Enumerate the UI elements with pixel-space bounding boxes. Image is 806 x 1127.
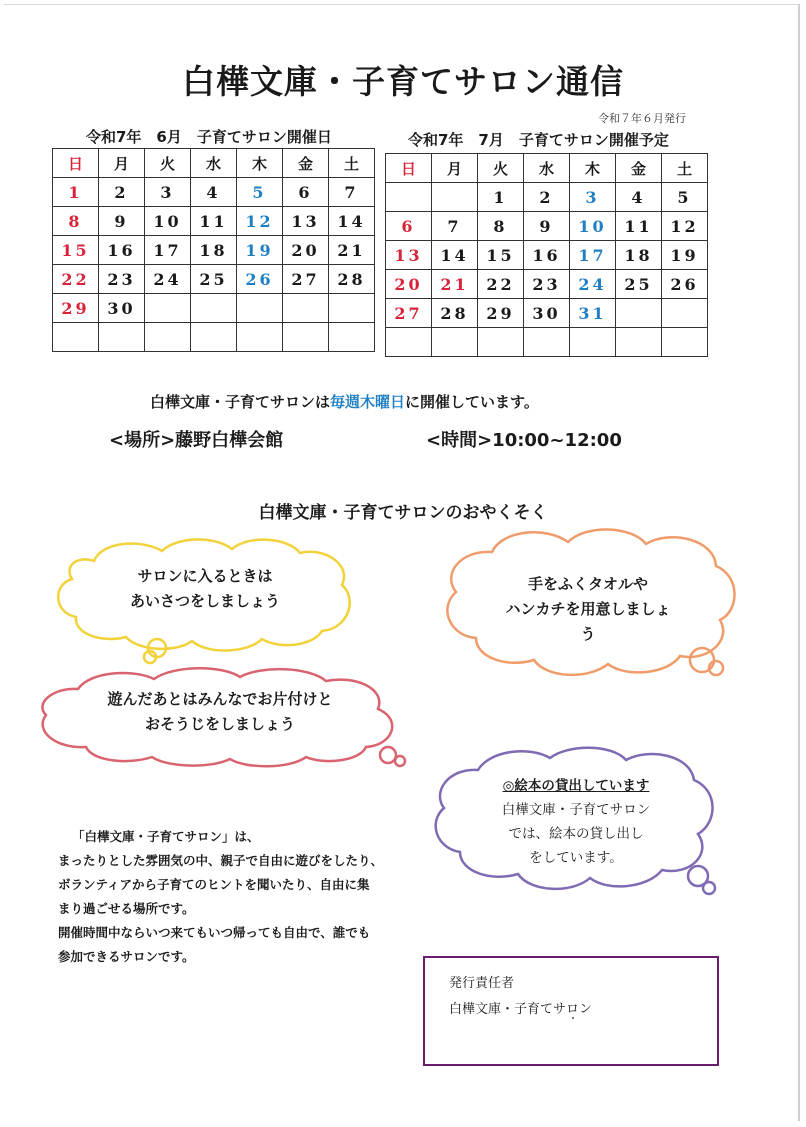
weekday-header-row bbox=[386, 154, 708, 183]
weekday-cell: 月 bbox=[99, 149, 145, 178]
weekday-cell: 土 bbox=[329, 149, 375, 178]
calendar-day-cell bbox=[386, 183, 432, 212]
calendar-week-row bbox=[53, 236, 375, 265]
weekday-cell: 火 bbox=[478, 154, 524, 183]
description-line-3: ボランティアから子育てのヒントを聞いたり、自由に集 bbox=[58, 877, 370, 892]
calendar-day-cell: 12 bbox=[662, 212, 708, 241]
calendar-day-cell: 5 bbox=[237, 178, 283, 207]
calendar-day-cell: 27 bbox=[283, 265, 329, 294]
greeting-text bbox=[52, 564, 358, 614]
calendar-day-cell: 3 bbox=[145, 178, 191, 207]
calendar-day-cell bbox=[329, 294, 375, 323]
promises-title: 白樺文庫・子育てサロンのおやくそく bbox=[258, 503, 548, 523]
calendar-day-cell bbox=[570, 328, 616, 357]
schedule-note-after: に開催しています。 bbox=[405, 393, 539, 411]
calendar-day-cell: 6 bbox=[386, 212, 432, 241]
weekday-cell: 土 bbox=[662, 154, 708, 183]
calendar-day-cell: 13 bbox=[386, 241, 432, 270]
calendar-day-cell: 22 bbox=[53, 265, 99, 294]
calendar-day-cell bbox=[524, 328, 570, 357]
lending-text bbox=[426, 774, 726, 870]
calendar-day-cell: 19 bbox=[237, 236, 283, 265]
calendar-day-cell bbox=[145, 294, 191, 323]
weekday-cell: 火 bbox=[145, 149, 191, 178]
calendar-week-row bbox=[53, 323, 375, 352]
calendar-day-cell bbox=[432, 328, 478, 357]
weekday-cell: 木 bbox=[237, 149, 283, 178]
calendar-day-cell: 24 bbox=[570, 270, 616, 299]
cleanup-line-2: おそうじをしましょう bbox=[144, 715, 295, 733]
calendar-day-cell: 13 bbox=[283, 207, 329, 236]
weekday-cell: 日 bbox=[386, 154, 432, 183]
calendar-day-cell: 31 bbox=[570, 299, 616, 328]
salon-description bbox=[58, 825, 418, 969]
cleanup-line-1: 遊んだあとはみんなでお片付けと bbox=[107, 690, 333, 708]
calendar-day-cell: 29 bbox=[478, 299, 524, 328]
calendar-week-row bbox=[386, 270, 708, 299]
calendar-day-cell: 10 bbox=[570, 212, 616, 241]
calendar-day-cell: 6 bbox=[283, 178, 329, 207]
description-line-2: まったりとした雰囲気の中、親子で自由に遊びをしたり、 bbox=[58, 853, 384, 868]
calendar-day-cell: 18 bbox=[191, 236, 237, 265]
weekday-cell: 日 bbox=[53, 149, 99, 178]
weekday-cell: 金 bbox=[616, 154, 662, 183]
calendar-week-row bbox=[53, 178, 375, 207]
lending-line-3: をしています。 bbox=[529, 850, 623, 866]
calendar-day-cell bbox=[53, 323, 99, 352]
calendar-day-cell: 14 bbox=[432, 241, 478, 270]
calendar-day-cell bbox=[99, 323, 145, 352]
calendar-day-cell: 14 bbox=[329, 207, 375, 236]
calendar-day-cell: 4 bbox=[616, 183, 662, 212]
issue-date: 令和７年６月発行 bbox=[598, 112, 686, 125]
calendar-day-cell: 20 bbox=[386, 270, 432, 299]
calendar-day-cell: 25 bbox=[616, 270, 662, 299]
calendar-day-cell: 4 bbox=[191, 178, 237, 207]
calendar-day-cell bbox=[662, 328, 708, 357]
calendar-day-cell: 12 bbox=[237, 207, 283, 236]
calendar-week-row bbox=[386, 183, 708, 212]
calendar-week-row bbox=[53, 207, 375, 236]
calendar-day-cell bbox=[145, 323, 191, 352]
weekday-cell: 水 bbox=[524, 154, 570, 183]
calendar-day-cell: 15 bbox=[53, 236, 99, 265]
calendar-day-cell: 30 bbox=[524, 299, 570, 328]
calendar-day-cell: 1 bbox=[53, 178, 99, 207]
calendar-day-cell bbox=[191, 323, 237, 352]
calendar-day-cell bbox=[329, 323, 375, 352]
calendar-day-cell: 16 bbox=[99, 236, 145, 265]
calendar-day-cell: 5 bbox=[662, 183, 708, 212]
lending-cloud bbox=[426, 742, 726, 898]
description-line-4: まり過ごせる場所です。 bbox=[58, 901, 195, 916]
calendar-day-cell: 29 bbox=[53, 294, 99, 323]
weekday-cell: 月 bbox=[432, 154, 478, 183]
calendar-day-cell: 26 bbox=[662, 270, 708, 299]
calendar-day-cell: 23 bbox=[99, 265, 145, 294]
description-line-5: 開催時間中ならいつ来てもいつ帰っても自由で、誰でも bbox=[58, 925, 371, 940]
calendar-day-cell: 23 bbox=[524, 270, 570, 299]
weekday-header-row bbox=[53, 149, 375, 178]
calendar-day-cell bbox=[616, 328, 662, 357]
schedule-note bbox=[150, 391, 539, 412]
calendar-day-cell: 11 bbox=[191, 207, 237, 236]
calendar-day-cell: 28 bbox=[329, 265, 375, 294]
place-info: <場所>藤野白樺会館 bbox=[109, 430, 284, 451]
publisher-label: 発行責任者 bbox=[449, 976, 515, 991]
calendar-day-cell: 16 bbox=[524, 241, 570, 270]
calendar-day-cell bbox=[237, 294, 283, 323]
calendar-week-row bbox=[386, 328, 708, 357]
calendar-day-cell: 19 bbox=[662, 241, 708, 270]
calendar-day-cell: 2 bbox=[524, 183, 570, 212]
calendar-week-row bbox=[53, 294, 375, 323]
calendar-day-cell: 21 bbox=[329, 236, 375, 265]
schedule-note-before: 白樺文庫・子育てサロンは bbox=[150, 393, 331, 411]
calendar-day-cell: 27 bbox=[386, 299, 432, 328]
towel-line-3: う bbox=[580, 625, 596, 643]
calendar-day-cell bbox=[191, 294, 237, 323]
greeting-line-2: あいさつをしましょう bbox=[129, 592, 280, 610]
towel-line-1: 手をふくタオルや bbox=[527, 575, 648, 593]
calendar-day-cell bbox=[662, 299, 708, 328]
calendar-day-cell bbox=[478, 328, 524, 357]
calendar-day-cell: 11 bbox=[616, 212, 662, 241]
weekday-cell: 水 bbox=[191, 149, 237, 178]
publisher-box bbox=[423, 956, 719, 1066]
scan-speck bbox=[572, 1017, 574, 1019]
calendar-day-cell: 9 bbox=[99, 207, 145, 236]
weekday-cell: 金 bbox=[283, 149, 329, 178]
calendar-day-cell: 25 bbox=[191, 265, 237, 294]
weekday-cell: 木 bbox=[570, 154, 616, 183]
calendar-day-cell: 10 bbox=[145, 207, 191, 236]
calendar-day-cell: 17 bbox=[145, 236, 191, 265]
page-title: 白樺文庫・子育てサロン通信 bbox=[182, 62, 624, 101]
calendar-day-cell bbox=[616, 299, 662, 328]
publisher-name: 白樺文庫・子育てサロン bbox=[449, 1002, 593, 1017]
calendar-day-cell: 21 bbox=[432, 270, 478, 299]
calendar-day-cell: 26 bbox=[237, 265, 283, 294]
lending-title: ◎絵本の貸出しています bbox=[502, 778, 650, 794]
calendar-day-cell: 15 bbox=[478, 241, 524, 270]
lending-line-1: 白樺文庫・子育てサロン bbox=[501, 802, 651, 818]
calendar-day-cell: 18 bbox=[616, 241, 662, 270]
calendar-day-cell: 20 bbox=[283, 236, 329, 265]
towel-text bbox=[436, 572, 740, 647]
june-calendar-title: 令和7年 6月 子育てサロン開催日 bbox=[86, 128, 332, 146]
july-calendar-title: 令和7年 7月 子育てサロン開催予定 bbox=[408, 131, 669, 149]
greeting-line-1: サロンに入るときは bbox=[137, 567, 273, 585]
description-line-1: 「白樺文庫・子育てサロン」は、 bbox=[72, 829, 260, 844]
calendar-day-cell: 30 bbox=[99, 294, 145, 323]
calendar-day-cell: 24 bbox=[145, 265, 191, 294]
calendar-day-cell bbox=[432, 183, 478, 212]
schedule-note-highlight: 毎週木曜日 bbox=[330, 393, 406, 411]
calendar-day-cell: 22 bbox=[478, 270, 524, 299]
lending-line-2: では、絵本の貸し出し bbox=[508, 826, 644, 842]
description-line-6: 参加できるサロンです。 bbox=[58, 949, 195, 964]
calendar-day-cell: 7 bbox=[329, 178, 375, 207]
july-calendar bbox=[385, 153, 708, 357]
calendar-day-cell: 8 bbox=[478, 212, 524, 241]
calendar-day-cell bbox=[386, 328, 432, 357]
calendar-day-cell bbox=[283, 323, 329, 352]
calendar-day-cell: 8 bbox=[53, 207, 99, 236]
calendar-day-cell: 28 bbox=[432, 299, 478, 328]
towel-cloud bbox=[436, 522, 740, 682]
cleanup-cloud bbox=[34, 665, 406, 771]
calendar-day-cell bbox=[237, 323, 283, 352]
june-calendar bbox=[52, 148, 375, 352]
calendar-week-row bbox=[386, 241, 708, 270]
calendar-day-cell: 2 bbox=[99, 178, 145, 207]
calendar-day-cell: 1 bbox=[478, 183, 524, 212]
calendar-week-row bbox=[386, 212, 708, 241]
calendar-day-cell: 9 bbox=[524, 212, 570, 241]
calendar-day-cell bbox=[283, 294, 329, 323]
cleanup-text bbox=[34, 687, 406, 737]
time-info: <時間>10:00~12:00 bbox=[426, 430, 622, 451]
calendar-day-cell: 3 bbox=[570, 183, 616, 212]
towel-line-2: ハンカチを用意しましょ bbox=[505, 600, 671, 618]
calendar-week-row bbox=[386, 299, 708, 328]
calendar-week-row bbox=[53, 265, 375, 294]
calendar-day-cell: 7 bbox=[432, 212, 478, 241]
greeting-cloud bbox=[52, 533, 358, 665]
calendar-day-cell: 17 bbox=[570, 241, 616, 270]
